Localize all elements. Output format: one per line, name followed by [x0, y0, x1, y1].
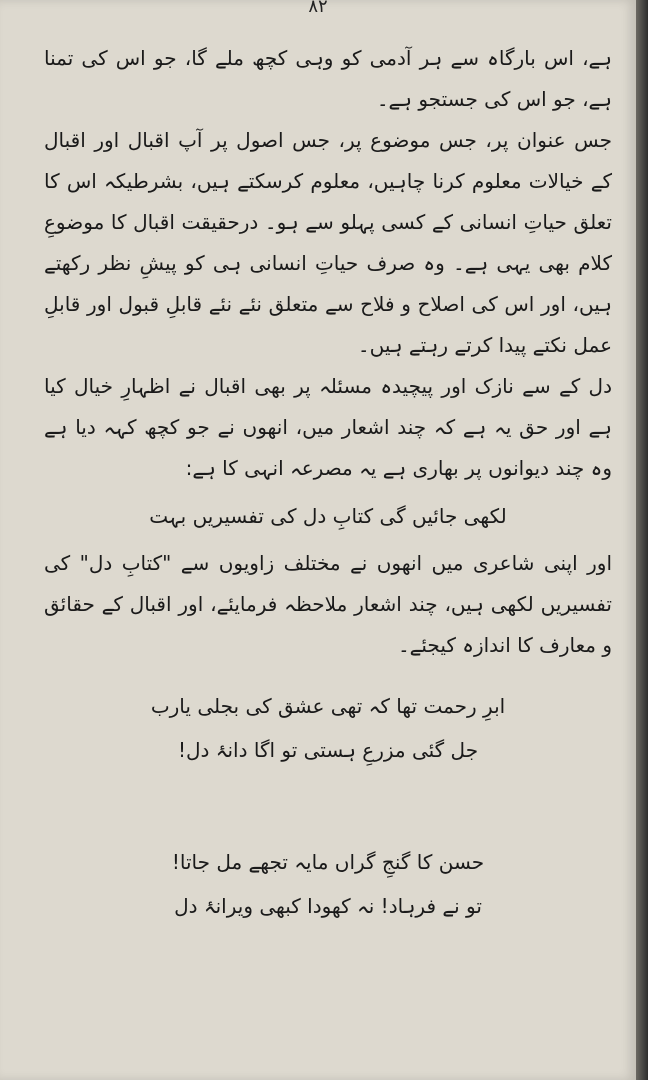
couplet-1 [44, 684, 612, 772]
paragraph-1: ہے، اس بارگاہ سے ہر آدمی کو وہی کچھ ملے گا، جو اس کی تمنا ہے، جو اس کی جستجو ہے۔ [44, 46, 612, 111]
page-edge-shadow [636, 0, 648, 1080]
page-body [44, 38, 612, 928]
quoted-verse: لکھی جائیں گی کتابِ دل کی تفسیریں بہت [149, 504, 507, 528]
paragraph-4: اور اپنی شاعری میں انھوں نے مختلف زاویوں سے "کتابِ دل" کی تفسیریں لکھی ہیں، چند اشعار ملاحظہ فرمایئے، اور اقبال کے حقائق و معارف کا اندازہ کیجئے۔ [44, 551, 612, 657]
paragraph-3: دل کے سے نازک اور پیچیدہ مسئلہ پر بھی اقبال نے اظہارِ خیال کیا ہے اور حق یہ ہے کہ چند اشعار میں، انھوں نے جو کچھ کہہ دیا ہے وہ چند دیوانوں پر بھاری ہے یہ مصرعہ انہی کا ہے: [44, 374, 612, 480]
couplet-2-line-1: حسن کا گنجِ گراں مایہ تجھے مل جاتا! [171, 850, 485, 874]
couplet-2 [44, 840, 612, 928]
couplet-1-line-1: ابرِ رحمت تھا کہ تھی عشق کی بجلی یارب [150, 694, 506, 718]
paragraph-2: جس عنوان پر، جس موضوع پر، جس اصول پر آپ اقبال اور اقبال کے خیالات معلوم کرنا چاہیں، معلوم کرسکتے ہیں، بشرطیکہ اس کا تعلق حیاتِ انسانی کے کسی پہلو سے ہو۔ درحقیقت اقبال کا موضوعِ کلام بھی یہی ہے۔ وہ صرف حیاتِ انسانی ہی کو پیشِ نظر رکھتے ہیں، اور اس کی اصلاح و فلاح سے متعلق نئے نئے قابلِ قبول اور قابلِ عمل نکتے پیدا کرتے رہتے ہیں۔ [44, 128, 612, 357]
page-number: ۸۲ [308, 0, 328, 17]
couplet-2-line-2: تو نے فرہاد! نہ کھودا کبھی ویرانۂ دل [174, 894, 482, 918]
couplet-1-line-2: جل گئی مزرعِ ہستی تو اگا دانۂ دل! [177, 738, 479, 762]
